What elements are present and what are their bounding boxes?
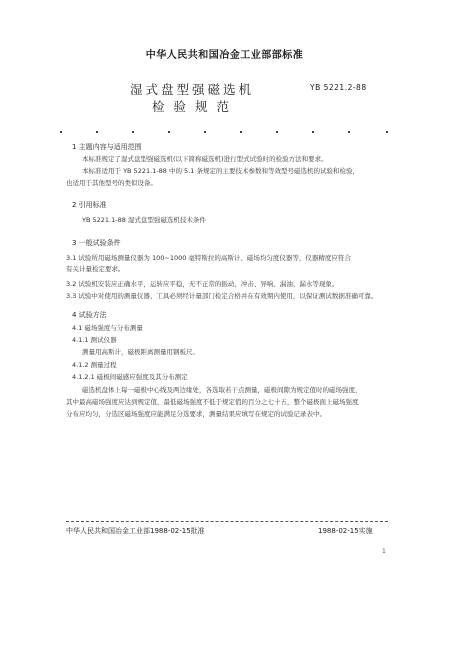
section-3-clause: 3.1 试验所用磁场测量仪器为 100~1000 毫特斯拉的高斯计、磁场均匀度仪器等，仪器精度应符合 xyxy=(66,254,351,262)
footer-rule xyxy=(66,521,388,522)
effective-date: 1988-02-15实施 xyxy=(318,527,373,535)
section-3-heading: 3 一般试验条件 xyxy=(72,239,121,247)
section-4-paragraph: 分布应均匀，分选区磁场强度应能满足分选要求，测量结果应填写在规定的试验记录表中。 xyxy=(66,410,326,418)
section-1-paragraph: 本标准适用于 YB 5221.1-88 中的 5.1 条规定的主要技术参数和等效型号磁选机的试验和检验， xyxy=(82,167,359,175)
section-4-1-2-1-heading: 4.1.2.1 磁极间磁感应强度及其分布测定 xyxy=(72,373,188,381)
section-4-1-2-heading: 4.1.2 测量过程 xyxy=(72,361,117,369)
document-subtitle: 检验规范 xyxy=(152,99,239,114)
document-title: 湿式盘型强磁选机 xyxy=(130,82,255,97)
section-1-heading: 1 主题内容与适用范围 xyxy=(72,143,142,151)
section-1-paragraph: 本标准规定了湿式盘型强磁选机(以下简称磁选机)进行型式试验时的检验方法和要求。 xyxy=(82,155,328,163)
section-4-paragraph: 磁选机盘体上每一磁极中心线及两边缘处，各选取若干点测量，磁极间隙为规定值时的磁场强度， xyxy=(82,386,362,394)
standard-number: YB 5221.2-88 xyxy=(310,83,367,92)
section-4-1-heading: 4.1 磁场强度与分布测量 xyxy=(72,324,143,332)
section-3-clause: 3.2 试验机安装应正确水平，运转应平稳，无不正常的振动、冲击、异响、漏油、漏水等现象。 xyxy=(66,280,339,288)
ministry-header: 中华人民共和国冶金工业部部标准 xyxy=(145,50,304,61)
section-2-item: YB 5221.1-88 湿式盘型强磁选机技术条件 xyxy=(82,216,206,224)
section-4-1-1-heading: 4.1.1 测试仪器 xyxy=(72,336,117,344)
header-dotted-rule xyxy=(60,131,390,134)
section-4-heading: 4 试验方法 xyxy=(72,311,107,319)
section-3-clause: 3.3 试验中对使用的测量仪器、工具必须经计量部门检定合格并在有效期内使用，以保证测试数据准确可靠。 xyxy=(66,292,378,300)
section-3-clause: 有关计量检定要求。 xyxy=(66,265,125,273)
section-2-heading: 2 引用标准 xyxy=(72,201,107,209)
section-1-paragraph: 也适用于其他型号的类似设备。 xyxy=(66,179,157,187)
section-4-1-1-text: 测量用高斯计，磁极距离测量用钢板尺。 xyxy=(82,348,199,356)
section-4-paragraph: 其中最高磁场强度应达到规定值，最低磁场强度不低于规定值的百分之七十五，整个磁极面上磁场强度 xyxy=(66,398,359,406)
approval-line: 中华人民共和国冶金工业部1988-02-15批准 xyxy=(66,527,205,535)
page-number: 1 xyxy=(382,548,386,555)
